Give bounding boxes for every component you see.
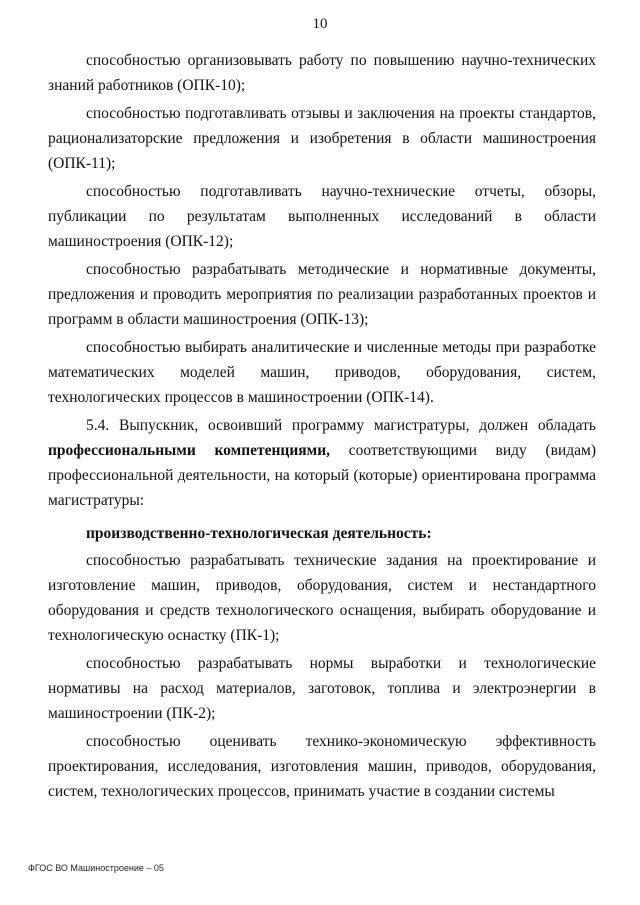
page-number: 10 — [312, 16, 328, 32]
page-footer: ФГОС ВО Машиностроение – 05 — [28, 863, 164, 873]
paragraph-pk-1: способностью разрабатывать технические задания на проектирование и изготовление машин, приводов, оборудования, систем и нестандартного оборудования и средств технологического оснащения, выбирать оборудование и технологическую оснастку (ПК-1); — [48, 552, 596, 644]
document-body — [48, 48, 596, 804]
section-5-4-lead: 5.4. Выпускник, освоивший программу магистратуры, должен обладать — [86, 417, 596, 434]
paragraph-opk-11: способностью подготавливать отзывы и заключения на проекты стандартов, рационализаторские предложения и изобретения в области машиностроения (ОПК-11); — [48, 105, 596, 172]
paragraph-opk-12: способностью подготавливать научно-технические отчеты, обзоры, публикации по результатам выполненных исследований в области машиностроения (ОПК-12); — [48, 183, 596, 250]
paragraph-section-5-4 — [48, 413, 596, 513]
paragraph-pk-2: способностью разрабатывать нормы выработки и технологические нормативы на расход материалов, заготовок, топлива и электроэнергии в машиностроении (ПК-2); — [48, 655, 596, 722]
section-5-4-rest: соответствующими виду (видам) профессиональной деятельности, на который (которые) ориентирована программа магистратуры: — [48, 442, 596, 509]
section-heading: производственно-технологическая деятельность: — [86, 525, 432, 542]
paragraph-opk-14: способностью выбирать аналитические и численные методы при разработке математических моделей машин, приводов, оборудования, систем, технологических процессов в машиностроении (ОПК-14). — [48, 339, 596, 406]
section-5-4-bold-term: профессиональными компетенциями, — [48, 442, 331, 459]
paragraph-opk-13: способностью разрабатывать методические и нормативные документы, предложения и проводить мероприятия по реализации разработанных проектов и программ в области машиностроения (ОПК-13); — [48, 261, 596, 328]
paragraph-opk-10: способностью организовывать работу по повышению научно-технических знаний работников (ОПК-10); — [48, 52, 596, 94]
paragraph-pk-3: способностью оценивать технико-экономическую эффективность проектирования, исследования, изготовления машин, приводов, оборудования, систем, технологических процессов, принимать участие в создании системы — [48, 733, 596, 800]
